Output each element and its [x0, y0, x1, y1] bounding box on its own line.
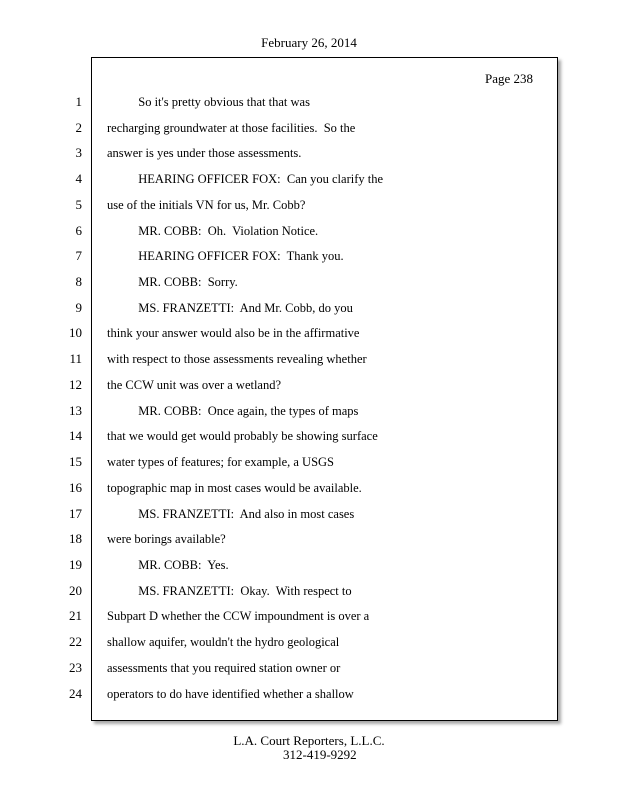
line-number: 21 — [69, 608, 82, 623]
line-number: 19 — [69, 557, 82, 572]
line-number: 9 — [75, 300, 82, 315]
line-number: 15 — [69, 454, 82, 469]
transcript-line: that we would get would probably be showing surface — [107, 429, 378, 443]
transcript-line: water types of features; for example, a USGS — [107, 455, 335, 469]
line-number: 22 — [69, 634, 82, 649]
transcript-line: assessments that you required station owner or — [107, 661, 341, 675]
transcript-line: MS. FRANZETTI: And also in most cases — [107, 507, 355, 521]
transcript-line: MR. COBB: Once again, the types of maps — [107, 404, 359, 418]
transcript-line: MR. COBB: Sorry. — [107, 275, 238, 289]
transcript-line: recharging groundwater at those facilities. So the — [107, 121, 356, 135]
line-number: 6 — [75, 223, 82, 238]
transcript-line: HEARING OFFICER FOX: Can you clarify the — [107, 172, 384, 186]
transcript-line: topographic map in most cases would be available. — [107, 481, 362, 495]
footer-company: L.A. Court Reporters, L.L.C. — [233, 733, 385, 748]
line-number: 4 — [75, 171, 82, 186]
transcript-line: were borings available? — [107, 532, 226, 546]
line-number: 16 — [69, 480, 82, 495]
line-number: 8 — [75, 274, 82, 289]
line-number: 11 — [69, 351, 82, 366]
line-number: 2 — [75, 120, 82, 135]
transcript-line: use of the initials VN for us, Mr. Cobb? — [107, 198, 306, 212]
line-number: 1 — [75, 94, 82, 109]
page-number: Page 238 — [485, 71, 534, 86]
line-number: 12 — [69, 377, 82, 392]
line-number: 23 — [69, 660, 82, 675]
transcript-line: MS. FRANZETTI: And Mr. Cobb, do you — [107, 301, 353, 315]
line-number: 13 — [69, 403, 82, 418]
footer-phone: 312-419-9292 — [283, 747, 357, 762]
transcript-line: with respect to those assessments revealing whether — [107, 352, 367, 366]
transcript-line: HEARING OFFICER FOX: Thank you. — [107, 249, 344, 263]
transcript-line: the CCW unit was over a wetland? — [107, 378, 282, 392]
line-number: 5 — [75, 197, 82, 212]
transcript-line: MS. FRANZETTI: Okay. With respect to — [107, 584, 352, 598]
transcript-line: think your answer would also be in the affirmative — [107, 326, 360, 340]
transcript-line: answer is yes under those assessments. — [107, 146, 302, 160]
line-number: 20 — [69, 583, 82, 598]
header-date: February 26, 2014 — [261, 35, 357, 50]
transcript-line: MR. COBB: Oh. Violation Notice. — [107, 224, 319, 238]
transcript-line: operators to do have identified whether a shallow — [107, 687, 354, 701]
transcript-line: MR. COBB: Yes. — [107, 558, 229, 572]
transcript-line: So it's pretty obvious that that was — [107, 95, 310, 109]
line-number: 18 — [69, 531, 82, 546]
line-number: 24 — [69, 686, 82, 701]
transcript-line: Subpart D whether the CCW impoundment is over a — [107, 609, 370, 623]
line-number: 17 — [69, 506, 82, 521]
transcript-line: shallow aquifer, wouldn't the hydro geological — [107, 635, 340, 649]
line-number: 10 — [69, 325, 82, 340]
line-number: 3 — [75, 145, 82, 160]
line-number: 7 — [75, 248, 82, 263]
line-number: 14 — [69, 428, 82, 443]
